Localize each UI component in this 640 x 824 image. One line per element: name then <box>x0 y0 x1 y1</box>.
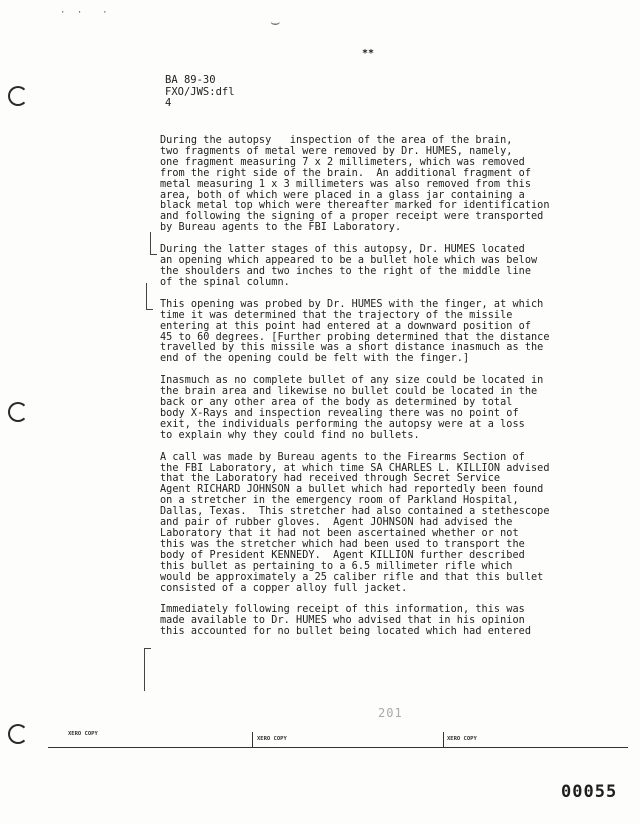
text-line: end of the opening could be felt with the finger.] <box>160 353 470 365</box>
margin-bracket <box>150 232 157 255</box>
report-body <box>160 136 610 649</box>
text-line: During the latter stages of this autopsy, Dr. HUMES located <box>160 244 525 256</box>
text-line: to explain why they could find no bullets. <box>160 429 420 441</box>
text-line: body of President KENNEDY. Agent KILLION further described <box>160 549 525 561</box>
text-line: Inasmuch as no complete bullet of any size could be located in <box>160 375 544 387</box>
text-line: one fragment measuring 7 x 2 millimeters, which was removed <box>160 156 525 168</box>
text-line: metal measuring 1 x 3 millimeters was also removed from this <box>160 178 532 190</box>
header-page: 4 <box>165 97 172 109</box>
paragraph <box>160 136 610 234</box>
asterisk-mark: ** <box>362 48 375 59</box>
text-line: area, both of which were placed in a glass jar containing a <box>160 189 525 201</box>
punch-hole-top <box>8 86 28 106</box>
xerox-label: XERO COPY <box>68 731 98 737</box>
text-line: the shoulders and two inches to the right of the middle line <box>160 265 532 277</box>
text-line: the FBI Laboratory, at which time SA CHARLES L. KILLION advised <box>160 462 550 474</box>
text-line: consisted of a copper alloy full jacket. <box>160 582 408 594</box>
text-line: entering at this point had entered at a downward position of <box>160 320 532 332</box>
text-line: of the spinal column. <box>160 276 290 288</box>
text-line: on a stretcher in the emergency room of Parkland Hospital, <box>160 495 519 507</box>
text-line: this bullet as pertaining to a 6.5 millimeter rifle which <box>160 560 513 572</box>
text-line: Agent RICHARD JOHNSON a bullet which had reportedly been found <box>160 484 544 496</box>
text-line: This opening was probed by Dr. HUMES with the finger, at which <box>160 298 544 310</box>
text-line: and pair of rubber gloves. Agent JOHNSON had advised the <box>160 517 513 529</box>
paragraph <box>160 453 610 595</box>
file-initials: FXO/JWS:dfl <box>165 85 235 98</box>
xerox-label: XERO COPY <box>257 736 287 742</box>
text-line: from the right side of the brain. An additional fragment of <box>160 167 532 179</box>
text-line: an opening which appeared to be a bullet hole which was below <box>160 255 538 267</box>
text-line: During the autopsy inspection of the area of the brain, <box>160 135 513 146</box>
scan-specks: · · · <box>60 8 111 18</box>
text-line: Immediately following receipt of this information, this was <box>160 604 525 616</box>
text-line: travelled by this missile was a short distance inasmuch as the <box>160 342 544 354</box>
text-line: time it was determined that the trajectory of the missile <box>160 309 513 321</box>
text-line: would be approximately a 25 caliber rifle and that this bullet <box>160 571 544 583</box>
punch-hole-middle <box>8 402 28 422</box>
text-line: Dallas, Texas. This stretcher had also contained a stethescope <box>160 506 550 518</box>
text-line: the brain area and likewise no bullet could be located in the <box>160 386 538 398</box>
file-number: BA 89-30 <box>165 74 216 86</box>
margin-bracket <box>144 648 151 691</box>
text-line: body X-Rays and inspection revealing there was no point of <box>160 407 519 419</box>
text-line: 45 to 60 degrees. [Further probing determined that the distance <box>160 331 550 343</box>
text-line: Laboratory that it had not been ascertained whether or not <box>160 528 519 539</box>
paragraph <box>160 300 610 365</box>
copy-border-tick <box>443 732 444 748</box>
paragraph <box>160 376 610 441</box>
text-line: two fragments of metal were removed by Dr. HUMES, namely, <box>160 145 513 157</box>
scan-mark: ⌣ <box>270 12 281 31</box>
text-line: by Bureau agents to the FBI Laboratory. <box>160 222 402 234</box>
margin-bracket <box>146 283 153 310</box>
text-line: and following the signing of a proper receipt were transported <box>160 211 544 223</box>
text-line: black metal top which were thereafter marked for identification <box>160 200 550 212</box>
page-number: 00055 <box>561 782 618 802</box>
punch-hole-bottom <box>8 724 28 744</box>
text-line: A call was made by Bureau agents to the Firearms Section of <box>160 451 525 463</box>
copy-border-tick <box>252 732 253 748</box>
text-line: that the Laboratory had received through Secret Service <box>160 473 501 485</box>
faint-stamp: 201 <box>378 706 403 720</box>
text-line: back or any other area of the body as determined by total <box>160 397 513 409</box>
text-line: this was the stretcher which had been used to transport the <box>160 538 525 550</box>
file-header <box>165 75 235 110</box>
paragraph <box>160 245 610 289</box>
copy-border-line <box>48 747 628 748</box>
text-line: exit, the individuals performing the autopsy were at a loss <box>160 418 525 430</box>
paragraph <box>160 605 610 638</box>
text-line: made available to Dr. HUMES who advised that in his opinion <box>160 615 525 627</box>
text-line: this accounted for no bullet being located which had entered <box>160 626 532 638</box>
xerox-label: XERO COPY <box>447 736 477 742</box>
